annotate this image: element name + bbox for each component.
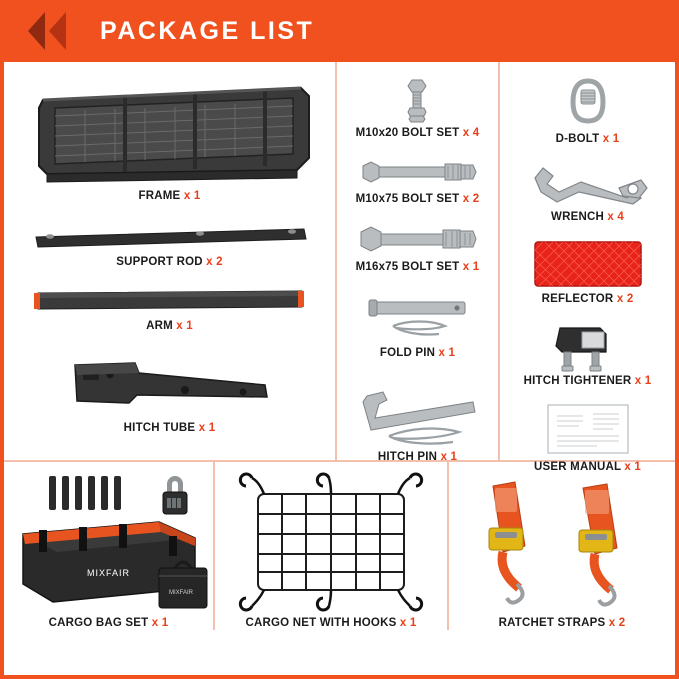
long-bolt-set-icon	[353, 224, 483, 258]
item-caption	[356, 192, 480, 206]
item-caption	[139, 189, 201, 203]
item-hitch-tube	[4, 351, 335, 435]
item-qty: x 4	[462, 127, 480, 139]
hitch-pin-with-clip-icon	[353, 388, 483, 450]
item-hitch-pin	[337, 384, 498, 464]
cargo-bag-with-straps-icon	[4, 472, 213, 612]
item-label: D-BOLT	[555, 133, 600, 145]
bottom-area	[4, 462, 675, 630]
item-qty: x 1	[151, 617, 169, 629]
item-qty: x 1	[462, 261, 480, 273]
item-support-rod	[4, 219, 335, 269]
hitch-tightener-icon	[548, 322, 628, 372]
item-label: FRAME	[138, 190, 181, 202]
item-qty: x 1	[634, 375, 652, 387]
chevron-group-icon	[28, 12, 66, 50]
package-list-body	[0, 62, 679, 679]
top-area	[4, 62, 675, 473]
item-qty: x 1	[438, 347, 456, 359]
item-caption	[116, 255, 223, 269]
item-cargo-bag-set	[4, 462, 215, 630]
item-caption	[124, 421, 216, 435]
item-caption	[356, 126, 480, 140]
item-qty: x 1	[183, 190, 201, 202]
item-label: CARGO BAG SET	[48, 617, 149, 629]
item-label: HITCH TIGHTENER	[523, 375, 632, 387]
item-label: RATCHET STRAPS	[498, 617, 606, 629]
item-label: WRENCH	[551, 211, 604, 223]
item-label: M10x20 BOLT SET	[355, 127, 460, 139]
combination-wrench-icon	[523, 162, 653, 208]
item-label: M10x75 BOLT SET	[355, 193, 460, 205]
cargo-net-icon	[215, 472, 447, 612]
item-caption	[524, 374, 652, 388]
item-caption	[380, 346, 455, 360]
item-caption	[551, 210, 624, 224]
right-column	[500, 62, 675, 473]
svg-text:MIXFAIR: MIXFAIR	[86, 568, 130, 578]
item-label: FOLD PIN	[379, 347, 436, 359]
middle-column	[337, 62, 500, 463]
hitch-tube-icon	[65, 355, 275, 417]
item-ratchet-straps	[449, 462, 675, 630]
red-reflector-icon	[533, 240, 643, 288]
item-qty: x 2	[608, 617, 626, 629]
item-m10x20-bolt-set	[337, 72, 498, 140]
item-qty: x 1	[624, 461, 641, 473]
ratchet-strap-pair-icon	[449, 472, 675, 612]
item-qty: x 1	[198, 422, 216, 434]
item-qty: x 4	[607, 211, 624, 223]
item-label: SUPPORT ROD	[116, 256, 203, 268]
svg-text:MIXFAIR: MIXFAIR	[168, 590, 193, 596]
page-header	[0, 0, 679, 62]
item-label: M16x75 BOLT SET	[355, 261, 460, 273]
left-column	[4, 62, 337, 460]
item-arm	[4, 283, 335, 333]
item-qty: x 2	[462, 193, 480, 205]
page-title: PACKAGE LIST	[100, 16, 315, 45]
fold-pin-with-clip-icon	[353, 296, 483, 344]
item-caption	[4, 616, 213, 630]
long-bolt-set-icon	[353, 158, 483, 190]
item-qty: x 1	[176, 320, 193, 332]
item-qty: x 2	[206, 256, 223, 268]
item-label: HITCH PIN	[377, 451, 438, 463]
item-wrench	[500, 158, 675, 224]
item-m10x75-bolt-set	[337, 154, 498, 206]
item-hitch-tightener	[500, 318, 675, 388]
d-bolt-carabiner-icon	[563, 76, 613, 128]
chevron-left-icon	[28, 12, 45, 50]
item-qty: x 1	[440, 451, 458, 463]
item-caption	[215, 616, 447, 630]
item-label: ARM	[146, 320, 173, 332]
manual-booklet-icon	[545, 402, 631, 456]
item-frame	[4, 70, 335, 203]
item-cargo-net	[215, 462, 449, 630]
item-caption	[356, 260, 480, 274]
short-bolt-set-icon	[388, 76, 448, 124]
arm-bar-icon	[30, 287, 310, 313]
item-caption	[542, 292, 634, 306]
item-reflector	[500, 236, 675, 306]
item-qty: x 1	[602, 133, 620, 145]
item-caption	[449, 616, 675, 630]
chevron-left-icon	[49, 12, 66, 50]
item-fold-pin	[337, 292, 498, 360]
cargo-carrier-frame-icon	[25, 74, 315, 189]
item-caption	[556, 132, 620, 146]
item-label: HITCH TUBE	[123, 422, 196, 434]
item-qty: x 1	[399, 617, 417, 629]
item-caption	[146, 319, 193, 333]
item-label: USER MANUAL	[534, 461, 621, 473]
item-d-bolt	[500, 72, 675, 146]
support-rod-icon	[30, 223, 310, 249]
item-label: REFLECTOR	[541, 293, 614, 305]
item-label: CARGO NET WITH HOOKS	[245, 617, 397, 629]
item-qty: x 2	[616, 293, 634, 305]
item-m16x75-bolt-set	[337, 220, 498, 274]
